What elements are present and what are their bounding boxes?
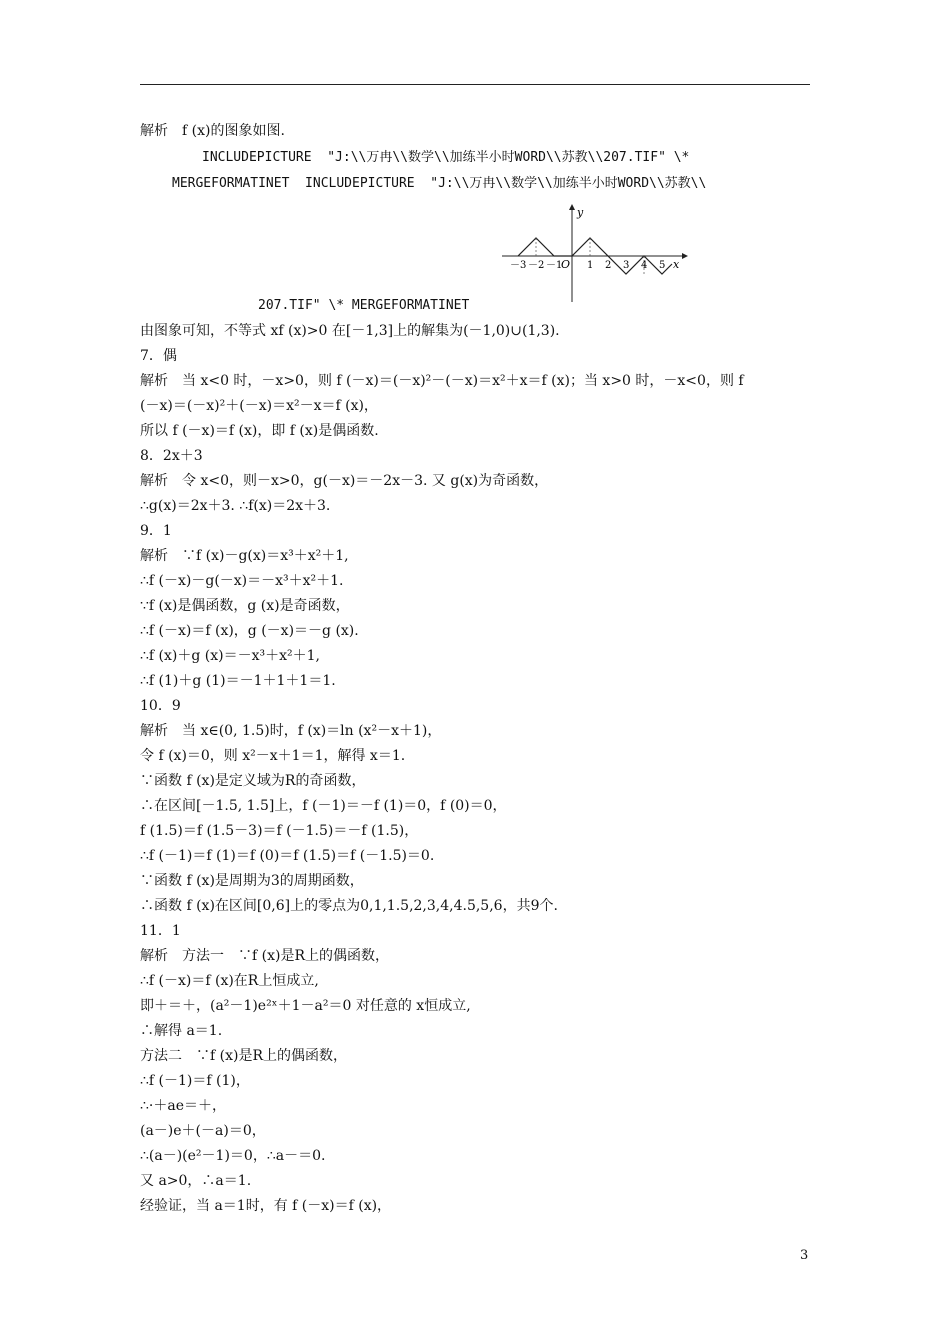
tick-label: 5 xyxy=(659,260,666,271)
text-line: ∴(a－)(e²－1)＝0，∴a－＝0. xyxy=(140,1148,326,1164)
field-code-line: MERGEFORMATINET INCLUDEPICTURE "J:\\万冉\\数学\\加练半小时WORD\\苏教\\ xyxy=(172,176,707,191)
text-line: 解析 令 x<0，则－x>0，g(－x)＝－2x－3. 又 g(x)为奇函数， xyxy=(140,473,549,489)
tick-label: －3 xyxy=(510,260,527,271)
field-code-line: INCLUDEPICTURE "J:\\万冉\\数学\\加练半小时WORD\\苏教\\207.TIF" \* xyxy=(202,150,690,165)
text-line: ∴f (－x)＝f (x)在R上恒成立, xyxy=(140,973,319,989)
text-line: 解析 当 x<0 时，－x>0，则 f (－x)＝(－x)²－(－x)＝x²＋x＝f (x)；当 x>0 时，－x<0，则 f xyxy=(140,373,744,389)
origin-label: O xyxy=(561,258,571,271)
tick-label: 2 xyxy=(605,260,612,271)
text-line: 即＋＝＋，(a²－1)e²ˣ＋1－a²＝0 对任意的 x恒成立, xyxy=(140,998,471,1014)
text-line: 解析 ∵f (x)－g(x)＝x³＋x²＋1, xyxy=(140,548,349,564)
text-line: 7．偶 xyxy=(140,348,177,364)
text-line: (－x)＝(－x)²＋(－x)＝x²－x＝f (x)， xyxy=(140,398,378,414)
x-axis-label: x xyxy=(673,258,680,271)
text-line: 所以 f (－x)＝f (x)，即 f (x)是偶函数. xyxy=(140,423,379,439)
text-line: ∴f (－x)＝f (x)，g (－x)＝－g (x). xyxy=(140,623,359,639)
text-line: ∴f (－1)＝f (1)＝f (0)＝f (1.5)＝f (－1.5)＝0. xyxy=(140,848,435,864)
text-line: (a－)e＋(－a)＝0， xyxy=(140,1123,266,1139)
tick-label: 1 xyxy=(587,260,594,271)
text-line: 由图象可知，不等式 xf (x)>0 在[－1,3]上的解集为(－1,0)∪(1,3). xyxy=(140,323,560,339)
tick-label: －1 xyxy=(546,260,563,271)
function-graph xyxy=(498,202,690,306)
text-line: 令 f (x)＝0，则 x²－x＋1＝1，解得 x＝1. xyxy=(140,748,406,764)
text-line: 8．2x＋3 xyxy=(140,448,203,464)
tick-label: －2 xyxy=(528,260,545,271)
tick-label: 3 xyxy=(623,260,630,271)
text-line: ∴f (1)＋g (1)＝－1＋1＋1＝1. xyxy=(140,673,336,689)
text-line: 9．1 xyxy=(140,523,172,539)
text-line: ∵函数 f (x)是周期为3的周期函数， xyxy=(140,873,364,889)
page-number: 3 xyxy=(800,1248,809,1263)
text-line: 解析 方法一 ∵f (x)是R上的偶函数， xyxy=(140,948,389,964)
text-line: ∵函数 f (x)是定义域为R的奇函数， xyxy=(140,773,366,789)
text-line: ∴在区间[－1.5, 1.5]上，f (－1)＝－f (1)＝0，f (0)＝0， xyxy=(140,798,507,814)
text-line: 10．9 xyxy=(140,698,181,714)
text-line: 11．1 xyxy=(140,923,181,939)
text-line: f (1.5)＝f (1.5－3)＝f (－1.5)＝－f (1.5)， xyxy=(140,823,419,839)
text-line: ∴g(x)＝2x＋3. ∴f(x)＝2x＋3. xyxy=(140,498,331,514)
text-line: ∴f (－x)－g(－x)＝－x³＋x²＋1. xyxy=(140,573,344,589)
y-axis-label: y xyxy=(577,206,584,219)
text-line: 又 a>0，∴a＝1. xyxy=(140,1173,252,1189)
text-line: 方法二 ∵f (x)是R上的偶函数， xyxy=(140,1048,347,1064)
text-line: 解析 当 x∈(0, 1.5)时，f (x)＝ln (x²－x＋1)， xyxy=(140,723,442,739)
text-line: 经验证，当 a＝1时，有 f (－x)＝f (x)， xyxy=(140,1198,392,1214)
tick-label: 4 xyxy=(641,260,648,271)
text-line: ∴f (x)＋g (x)＝－x³＋x²＋1, xyxy=(140,648,320,664)
text-line: ∴·＋ae＝＋， xyxy=(140,1098,226,1114)
field-code-line: 207.TIF" \* MERGEFORMATINET xyxy=(258,298,470,313)
text-line: 解析 f (x)的图象如图. xyxy=(140,123,285,139)
header-rule xyxy=(140,84,810,85)
text-line: ∴解得 a＝1. xyxy=(140,1023,223,1039)
text-line: ∴f (－1)＝f (1)， xyxy=(140,1073,250,1089)
text-line: ∵f (x)是偶函数，g (x)是奇函数， xyxy=(140,598,350,614)
text-line: ∴函数 f (x)在区间[0,6]上的零点为0,1,1.5,2,3,4,4.5,5,6，共9个. xyxy=(140,898,558,914)
